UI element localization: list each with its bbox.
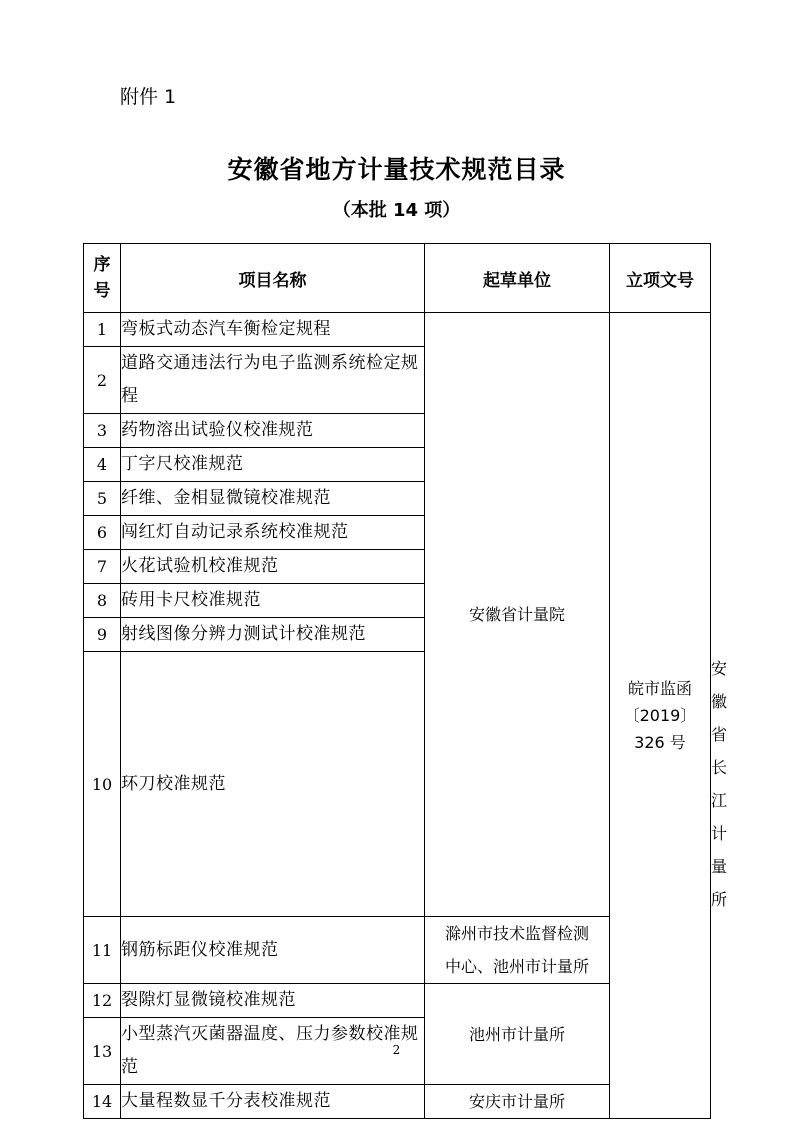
- project-name: 药物溶出试验仪校准规范: [121, 414, 425, 448]
- attachment-label: 附件 1: [120, 86, 177, 108]
- row-number: 2: [84, 347, 121, 414]
- approval-doc-number: [610, 313, 711, 1119]
- row-number: 13: [84, 1018, 121, 1085]
- project-name: 小型蒸汽灭菌器温度、压力参数校准规范: [121, 1018, 425, 1085]
- header-drafting-unit: 起草单位: [425, 244, 610, 313]
- project-name: 环刀校准规范: [121, 652, 425, 917]
- drafting-unit: 安庆市计量所: [425, 1085, 610, 1119]
- project-name: 大量程数显千分表校准规范: [121, 1085, 425, 1119]
- row-number: 14: [84, 1085, 121, 1119]
- row-number: 10: [84, 652, 121, 917]
- document-title: 安徽省地方计量技术规范目录: [227, 155, 566, 184]
- approval-doc-number-line3: 326 号: [634, 733, 686, 752]
- project-name: 纤维、金相显微镜校准规范: [121, 482, 425, 516]
- project-name: 道路交通违法行为电子监测系统检定规程: [121, 347, 425, 414]
- drafting-unit: [425, 917, 610, 984]
- project-name: 闯红灯自动记录系统校准规范: [121, 516, 425, 550]
- project-name: 射线图像分辨力测试计校准规范: [121, 618, 425, 652]
- table-row: [84, 313, 711, 347]
- row-number: 9: [84, 618, 121, 652]
- row-number: 11: [84, 917, 121, 984]
- row-number: 8: [84, 584, 121, 618]
- drafting-unit-line1: 滁州市技术监督检测: [444, 924, 589, 943]
- row-number: 12: [84, 984, 121, 1018]
- header-approval-doc-number: 立项文号: [610, 244, 711, 313]
- table-header-row: [84, 244, 711, 313]
- row-number: 4: [84, 448, 121, 482]
- header-project-name: 项目名称: [121, 244, 425, 313]
- project-name: 钢筋标距仪校准规范: [121, 917, 425, 984]
- project-name: 弯板式动态汽车衡检定规程: [121, 313, 425, 347]
- project-name: 丁字尺校准规范: [121, 448, 425, 482]
- page-number: 2: [392, 1043, 401, 1057]
- row-number: 1: [84, 313, 121, 347]
- project-name: 裂隙灯显微镜校准规范: [121, 984, 425, 1018]
- specification-catalog-table: [83, 243, 728, 1119]
- row-number: 7: [84, 550, 121, 584]
- approval-doc-number-line2: 〔2019〕: [623, 706, 697, 725]
- project-name: 火花试验机校准规范: [121, 550, 425, 584]
- table-row: 10 环刀校准规范 安徽省长江计量所: [84, 652, 711, 917]
- header-serial-number: [84, 244, 121, 313]
- drafting-unit: 安徽省计量院: [425, 313, 610, 917]
- drafting-unit-line2: 中心、池州市计量所: [444, 957, 589, 976]
- document-subtitle: （本批 14 项）: [332, 200, 461, 221]
- row-number: 6: [84, 516, 121, 550]
- row-number: 5: [84, 482, 121, 516]
- row-number: 3: [84, 414, 121, 448]
- header-serial-number-line2: 号: [93, 281, 111, 301]
- approval-doc-number-line1: 皖市监函: [627, 679, 692, 698]
- header-serial-number-line1: 序: [93, 255, 111, 275]
- project-name: 砖用卡尺校准规范: [121, 584, 425, 618]
- drafting-unit: 池州市计量所: [425, 984, 610, 1085]
